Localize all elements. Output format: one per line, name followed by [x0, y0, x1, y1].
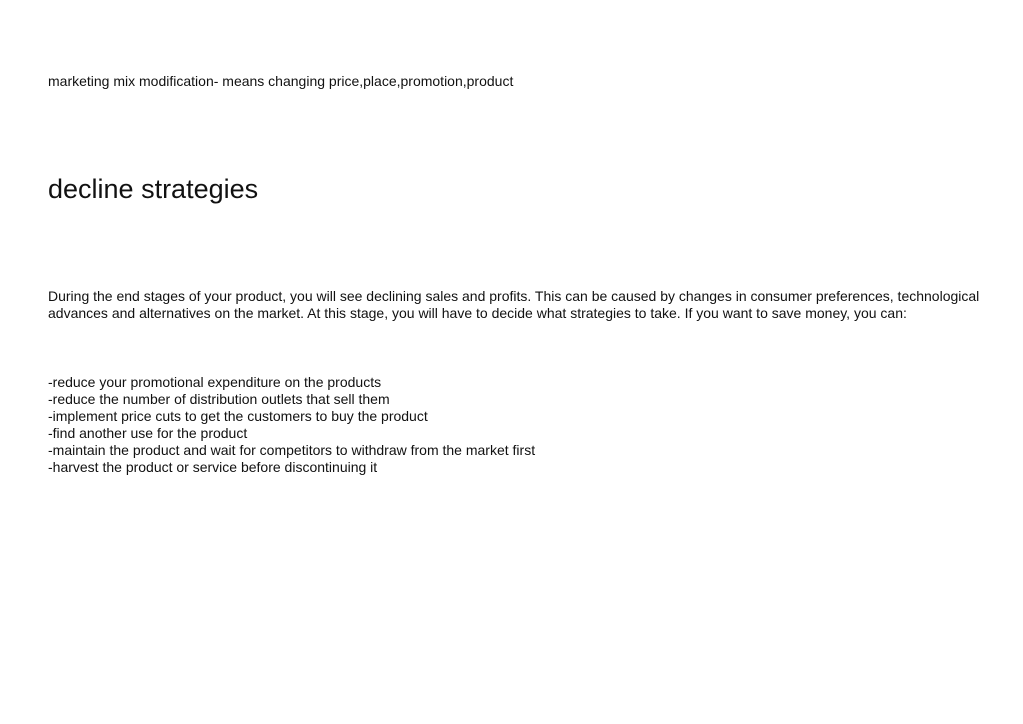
- intro-line: marketing mix modification- means changing price,place,promotion,product: [48, 73, 514, 89]
- body-paragraph: During the end stages of your product, you will see declining sales and profits. This can be caused by changes in consumer preferences, technological advances and alternatives on the market. At this stage, you will have to decide what strategies to take. If you want to save money, you can:: [48, 288, 980, 321]
- list-item: -find another use for the product: [48, 425, 248, 441]
- list-item: -harvest the product or service before discontinuing it: [48, 459, 378, 475]
- section-heading: decline strategies: [48, 174, 259, 204]
- list-item: -implement price cuts to get the customers to buy the product: [48, 408, 428, 424]
- list-item: -reduce the number of distribution outlets that sell them: [48, 391, 390, 407]
- list-item: -reduce your promotional expenditure on the products: [48, 374, 382, 390]
- strategy-list: [48, 374, 535, 476]
- list-item: -maintain the product and wait for competitors to withdraw from the market first: [48, 442, 536, 458]
